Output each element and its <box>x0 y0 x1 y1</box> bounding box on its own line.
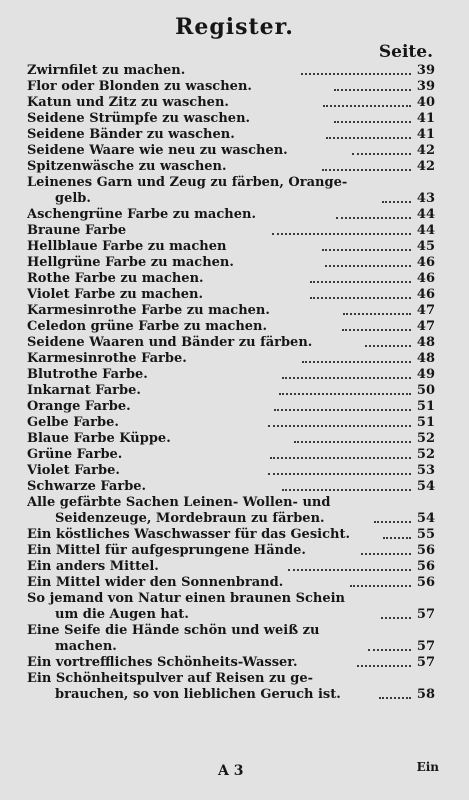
entry-page-number: 57 <box>416 607 435 622</box>
register-entry <box>27 575 435 591</box>
leader-dots <box>301 73 411 75</box>
entry-title-line: Eine Seife die Hände schön und weiß zu <box>27 623 320 638</box>
register-entry <box>27 479 435 495</box>
entry-title <box>27 175 376 207</box>
register-entry <box>27 543 435 559</box>
leader-dots <box>350 585 411 587</box>
register-entry <box>27 623 435 655</box>
entry-title-line: Hellgrüne Farbe zu machen. <box>27 255 234 270</box>
entry-page-number: 49 <box>416 367 435 382</box>
register-entry <box>27 431 435 447</box>
entry-title-line: Spitzenwäsche zu waschen. <box>27 159 227 174</box>
entry-title-line: Blutrothe Farbe. <box>27 367 148 382</box>
entry-title-line: Leinenes Garn und Zeug zu färben, Orange- <box>27 175 348 190</box>
entry-title-line: Karmesinrothe Farbe zu machen. <box>27 303 270 318</box>
entry-title <box>27 447 264 463</box>
entry-title-line: Zwirnfilet zu machen. <box>27 63 186 78</box>
entry-page-number: 39 <box>416 63 435 78</box>
entry-title <box>27 479 276 495</box>
entry-title <box>27 431 288 447</box>
entry-title <box>27 367 276 383</box>
leader-dots <box>288 569 411 571</box>
register-entry <box>27 495 435 527</box>
entry-title-line: Rothe Farbe zu machen. <box>27 271 204 286</box>
entry-title-line: Ein vortreffliches Schönheits-Wasser. <box>27 655 298 670</box>
leader-dots <box>274 409 411 411</box>
entry-title <box>27 127 320 143</box>
leader-dots <box>282 377 411 379</box>
leader-dots <box>357 665 411 667</box>
entry-title-line: Ein Schönheitspulver auf Reisen zu ge- <box>27 671 314 686</box>
entry-title <box>27 159 316 175</box>
entry-title-line: Katun und Zitz zu waschen. <box>27 95 229 110</box>
entry-title-line: Seidene Waaren und Bänder zu färben. <box>27 335 313 350</box>
register-entry <box>27 655 435 671</box>
entry-title-line: Seidene Bänder zu waschen. <box>27 127 235 142</box>
entry-page-number: 51 <box>416 415 436 430</box>
entry-title <box>27 207 330 223</box>
register-entry <box>27 463 435 479</box>
entry-page-number: 54 <box>416 479 436 494</box>
entry-title-line: Flor oder Blonden zu waschen. <box>27 79 252 94</box>
entry-page-number: 56 <box>416 559 436 574</box>
entry-page-number: 47 <box>416 303 436 318</box>
register-entry <box>27 79 435 95</box>
leader-dots <box>294 441 411 443</box>
catchword: Ein <box>416 760 439 774</box>
entry-title <box>27 543 355 559</box>
entry-title-line: Schwarze Farbe. <box>27 479 147 494</box>
entry-title <box>27 63 295 79</box>
register-entry <box>27 319 435 335</box>
entry-title <box>27 271 304 287</box>
register-entry <box>27 127 435 143</box>
page-column-label: Seite. <box>378 42 433 62</box>
entry-page-number: 40 <box>416 95 435 110</box>
entry-title <box>27 143 346 159</box>
entry-title-line: Karmesinrothe Farbe. <box>27 351 187 366</box>
signature-mark: A 3 <box>218 763 244 779</box>
leader-dots <box>270 457 411 459</box>
entry-title <box>27 79 328 95</box>
entry-title-line: Hellblaue Farbe zu machen <box>27 239 227 254</box>
entry-title-line: Blaue Farbe Küppe. <box>27 431 171 446</box>
leader-dots <box>382 201 411 203</box>
entry-title-line: Alle gefärbte Sachen Leinen- Wollen- und <box>27 495 331 510</box>
leader-dots <box>343 313 411 315</box>
leader-dots <box>361 553 411 555</box>
entry-title <box>27 95 317 111</box>
entry-page-number: 45 <box>416 239 435 254</box>
entry-title-line: Orange Farbe. <box>27 399 131 414</box>
entry-title-line: Braune Farbe <box>27 223 127 238</box>
leader-dots <box>379 697 411 699</box>
entry-title <box>27 319 336 335</box>
entry-title <box>27 527 377 543</box>
entry-page-number: 39 <box>416 79 436 94</box>
leader-dots <box>322 249 411 251</box>
entry-page-number: 48 <box>416 351 436 366</box>
register-entry-list <box>27 63 435 703</box>
entry-page-number: 52 <box>416 431 435 446</box>
entry-title-continuation: machen. <box>55 639 117 654</box>
leader-dots <box>279 393 411 395</box>
entry-page-number: 46 <box>416 287 436 302</box>
register-entry <box>27 175 435 207</box>
leader-dots <box>326 137 411 139</box>
register-entry <box>27 559 435 575</box>
leader-dots <box>272 233 411 235</box>
entry-page-number: 44 <box>416 223 435 238</box>
entry-page-number: 46 <box>416 271 435 286</box>
register-entry <box>27 159 435 175</box>
register-entry <box>27 143 435 159</box>
leader-dots <box>365 345 411 347</box>
entry-title-line: Celedon grüne Farbe zu machen. <box>27 319 268 334</box>
entry-title <box>27 303 337 319</box>
leader-dots <box>374 521 411 523</box>
entry-title <box>27 383 273 399</box>
entry-title-line: Seidene Waare wie neu zu waschen. <box>27 143 288 158</box>
leader-dots <box>323 105 411 107</box>
entry-page-number: 42 <box>416 159 436 174</box>
entry-title-continuation: brauchen, so von lieblichen Geruch ist. <box>55 687 341 702</box>
entry-title <box>27 591 375 623</box>
entry-page-number: 56 <box>416 543 435 558</box>
entry-title <box>27 111 328 127</box>
entry-title-line: Ein köstliches Waschwasser für das Gesicht. <box>27 527 350 542</box>
entry-page-number: 52 <box>416 447 435 462</box>
leader-dots <box>336 217 411 219</box>
entry-title-continuation: um die Augen hat. <box>55 607 189 622</box>
register-entry <box>27 271 435 287</box>
entry-page-number: 58 <box>416 687 436 702</box>
entry-title <box>27 463 262 479</box>
entry-title <box>27 671 373 703</box>
entry-title <box>27 399 268 415</box>
entry-title-continuation: gelb. <box>55 191 91 206</box>
leader-dots <box>310 297 411 299</box>
register-entry <box>27 223 435 239</box>
entry-page-number: 42 <box>416 143 435 158</box>
register-entry <box>27 447 435 463</box>
register-entry <box>27 351 435 367</box>
entry-page-number: 50 <box>416 383 435 398</box>
register-entry <box>27 671 435 703</box>
register-entry <box>27 63 435 79</box>
entry-title <box>27 255 319 271</box>
leader-dots <box>383 537 411 539</box>
register-entry <box>27 255 435 271</box>
register-entry <box>27 111 435 127</box>
register-entry <box>27 399 435 415</box>
leader-dots <box>381 617 411 619</box>
leader-dots <box>282 489 411 491</box>
register-entry <box>27 239 435 255</box>
entry-title-line: Violet Farbe zu machen. <box>27 287 204 302</box>
register-entry <box>27 287 435 303</box>
leader-dots <box>334 121 411 123</box>
entry-page-number: 57 <box>416 639 436 654</box>
register-entry <box>27 207 435 223</box>
entry-title <box>27 575 344 591</box>
leader-dots <box>322 169 411 171</box>
entry-page-number: 55 <box>416 527 435 542</box>
entry-title-line: Ein Mittel für aufgesprungene Hände. <box>27 543 306 558</box>
entry-title-line: Ein anders Mittel. <box>27 559 159 574</box>
entry-title <box>27 223 266 239</box>
entry-title <box>27 287 304 303</box>
register-entry <box>27 527 435 543</box>
entry-title <box>27 351 296 367</box>
entry-title-line: Inkarnat Farbe. <box>27 383 141 398</box>
entry-page-number: 41 <box>416 111 436 126</box>
page-title: Register. <box>175 14 294 40</box>
entry-page-number: 57 <box>416 655 435 670</box>
entry-page-number: 56 <box>416 575 435 590</box>
register-entry <box>27 303 435 319</box>
leader-dots <box>310 281 411 283</box>
entry-title <box>27 495 368 527</box>
entry-page-number: 47 <box>416 319 436 334</box>
entry-title-line: Grüne Farbe. <box>27 447 123 462</box>
entry-page-number: 43 <box>416 191 436 206</box>
entry-page-number: 41 <box>416 127 435 142</box>
register-entry <box>27 591 435 623</box>
entry-page-number: 46 <box>416 255 435 270</box>
leader-dots <box>342 329 411 331</box>
entry-title-line: Seidene Strümpfe zu waschen. <box>27 111 251 126</box>
leader-dots <box>268 473 411 475</box>
entry-title-continuation: Seidenzeuge, Mordebraun zu färben. <box>55 511 325 526</box>
entry-title-line: Gelbe Farbe. <box>27 415 119 430</box>
register-entry <box>27 95 435 111</box>
entry-title-line: So jemand von Natur einen braunen Schein <box>27 591 345 606</box>
entry-title <box>27 559 282 575</box>
register-entry <box>27 335 435 351</box>
entry-title-line: Violet Farbe. <box>27 463 120 478</box>
entry-page-number: 53 <box>416 463 436 478</box>
register-entry <box>27 367 435 383</box>
entry-title <box>27 415 262 431</box>
entry-page-number: 54 <box>416 511 436 526</box>
leader-dots <box>268 425 411 427</box>
entry-title-line: Aschengrüne Farbe zu machen. <box>27 207 256 222</box>
entry-title <box>27 655 351 671</box>
register-entry <box>27 383 435 399</box>
leader-dots <box>325 265 411 267</box>
leader-dots <box>368 649 411 651</box>
leader-dots <box>334 89 411 91</box>
leader-dots <box>302 361 411 363</box>
entry-page-number: 48 <box>416 335 435 350</box>
entry-page-number: 44 <box>416 207 435 222</box>
leader-dots <box>352 153 411 155</box>
entry-page-number: 51 <box>416 399 435 414</box>
entry-title <box>27 623 362 655</box>
entry-title-line: Ein Mittel wider den Sonnenbrand. <box>27 575 284 590</box>
entry-title <box>27 335 359 351</box>
entry-title <box>27 239 316 255</box>
register-entry <box>27 415 435 431</box>
